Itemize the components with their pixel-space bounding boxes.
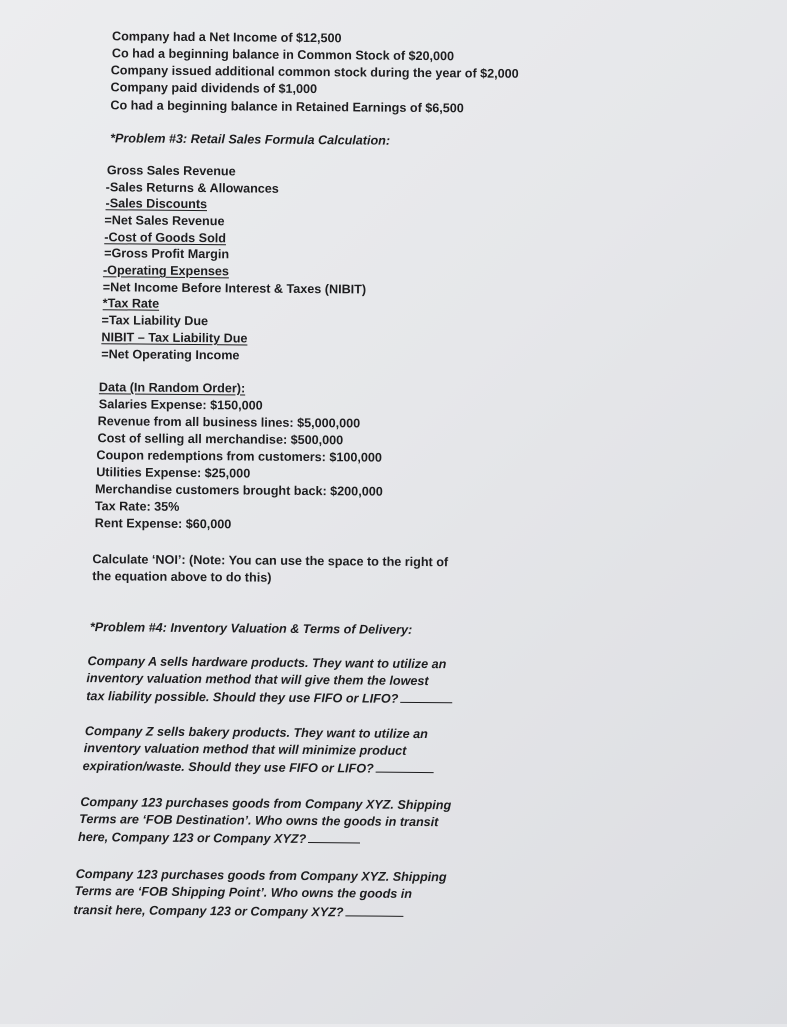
answer-blank[interactable]	[308, 830, 360, 843]
problem3-heading: *Problem #3: Retail Sales Formula Calculation:	[110, 131, 391, 148]
intro-line: Co had a beginning balance in Retained Earnings of $6,500	[110, 98, 464, 116]
formula-line: -Sales Returns & Allowances	[105, 180, 279, 196]
intro-line: Company paid dividends of $1,000	[110, 80, 318, 97]
data-item: Utilities Expense: $25,000	[96, 465, 251, 481]
data-item: Coupon redemptions from customers: $100,000	[96, 448, 382, 465]
formula-line: =Gross Profit Margin	[104, 246, 230, 262]
intro-line: Co had a beginning balance in Common Stock of $20,000	[111, 46, 455, 64]
question-line: Terms are ‘FOB Destination’. Who owns the goods in transit	[79, 812, 439, 830]
answer-blank[interactable]	[400, 690, 452, 703]
question-line: Company A sells hardware products. They want to utilize an	[87, 654, 447, 672]
question-line: transit here, Company 123 or Company XYZ?	[73, 901, 403, 921]
question-line: Company 123 purchases goods from Company XYZ. Shipping	[75, 867, 447, 885]
formula-line: Gross Sales Revenue	[106, 163, 236, 179]
formula-line: *Tax Rate	[102, 296, 160, 311]
question-line: expiration/waste. Should they use FIFO or LIFO?	[83, 757, 434, 777]
intro-line: Company issued additional common stock during the year of $2,000	[110, 63, 519, 81]
data-item: Tax Rate: 35%	[94, 499, 180, 514]
question-line: inventory valuation method that will minimize product	[83, 741, 407, 758]
formula-line: =Net Operating Income	[101, 347, 240, 363]
answer-blank[interactable]	[346, 903, 404, 917]
answer-blank[interactable]	[376, 760, 434, 774]
question-line: here, Company 123 or Company XYZ?	[78, 828, 360, 847]
data-item: Cost of selling all merchandise: $500,000	[97, 431, 344, 448]
formula-line: =Tax Liability Due	[101, 313, 209, 329]
question-line: Terms are ‘FOB Shipping Point’. Who owns the goods in	[74, 884, 413, 901]
question-line: Company 123 purchases goods from Company XYZ. Shipping	[80, 795, 452, 813]
intro-line: Company had a Net Income of $12,500	[111, 29, 342, 46]
data-heading: Data (In Random Order):	[98, 380, 246, 396]
data-item: Revenue from all business lines: $5,000,000	[97, 414, 361, 431]
data-item: Salaries Expense: $150,000	[98, 397, 263, 413]
calculate-line: the equation above to do this)	[92, 569, 272, 585]
question-line: Company Z sells bakery products. They want to utilize an	[84, 724, 428, 742]
formula-line: -Sales Discounts	[105, 196, 208, 212]
data-item: Merchandise customers brought back: $200,000	[95, 482, 383, 499]
formula-line: -Operating Expenses	[102, 263, 230, 279]
question-line: tax liability possible. Should they use FIFO or LIFO?	[86, 687, 452, 707]
calculate-line: Calculate ‘NOI’: (Note: You can use the space to the right of	[92, 552, 449, 570]
formula-line: =Net Sales Revenue	[104, 213, 225, 229]
formula-line: -Cost of Goods Sold	[104, 230, 227, 246]
question-line: inventory valuation method that will give them the lowest	[86, 671, 429, 689]
formula-line: =Net Income Before Interest & Taxes (NIBIT)	[102, 280, 367, 297]
problem4-heading: *Problem #4: Inventory Valuation & Terms of Delivery:	[89, 620, 413, 637]
formula-line: NIBIT – Tax Liability Due	[101, 330, 248, 346]
data-item: Rent Expense: $60,000	[94, 516, 232, 532]
